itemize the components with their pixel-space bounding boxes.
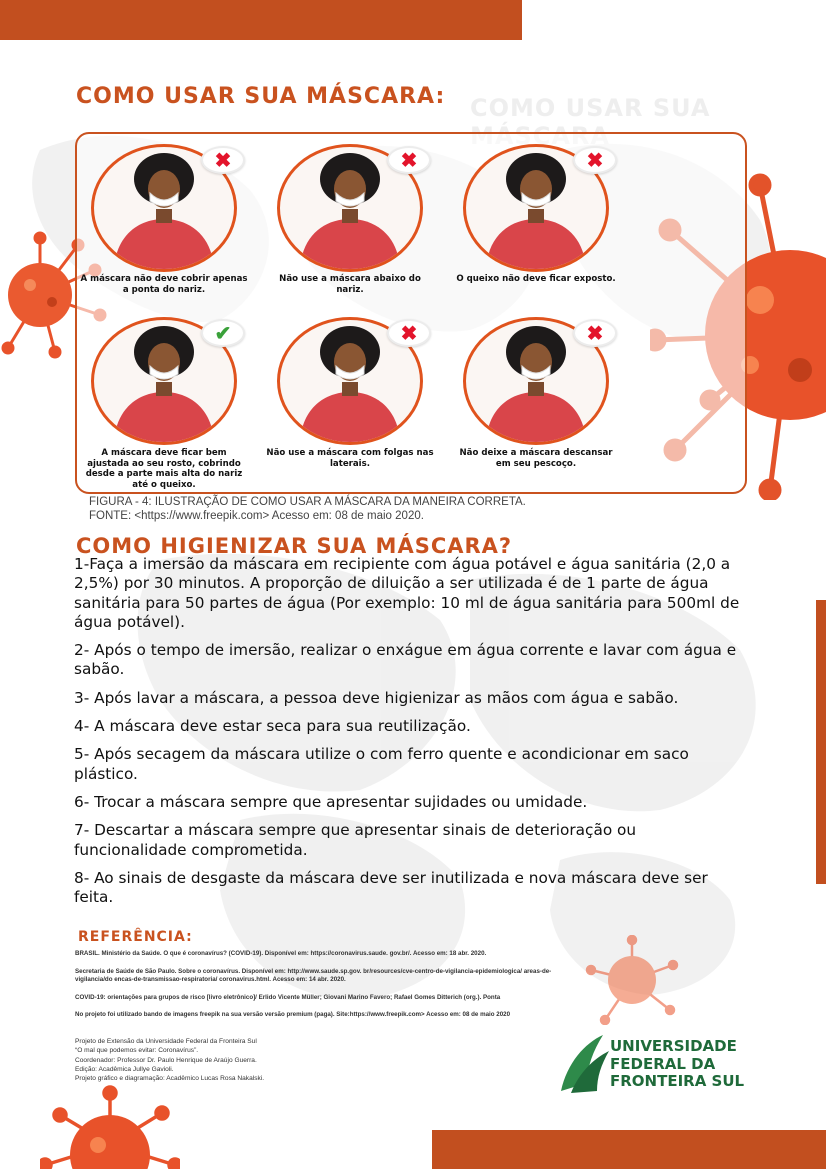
red-x-icon: ✖ — [387, 319, 431, 347]
figure-caption — [89, 495, 526, 523]
coronavirus-bottom-right-icon — [585, 935, 680, 1025]
hygiene-step: 7- Descartar a máscara sempre que apresentar sinais de deterioração ou funcionalidade comprometida. — [74, 821, 637, 859]
hygiene-step: 4- A máscara deve estar seca para sua reutilização. — [74, 717, 471, 736]
hygiene-step: 8- Ao sinais de desgaste da máscara deve ser inutilizada e nova máscara deve ser feita. — [74, 868, 708, 907]
credit-line: Edição: Acadêmica Jullye Gavioli. — [75, 1065, 174, 1073]
university-logo-text — [610, 1038, 744, 1091]
red-x-icon: ✖ — [573, 146, 617, 174]
section-title-como-usar: COMO USAR SUA MÁSCARA: — [76, 84, 446, 109]
illustration-caption: O queixo não deve ficar exposto. — [456, 274, 616, 284]
section-title-shadow: COMO USAR SUA — [470, 94, 711, 122]
reference-item: BRASIL. Ministério da Saúde. O que é coronavírus? (COVID-19). Disponível em: https://coronavirus.saude. gov.br/. Acesso em: 18 abr. 2020. — [75, 950, 487, 957]
hygiene-steps-list — [74, 555, 750, 916]
hygiene-step: 3- Após lavar a máscara, a pessoa deve higienizar as mãos com água e sabão. — [74, 688, 679, 707]
illustration-caption: Não deixe a máscara descansar em seu pescoço. — [459, 448, 613, 469]
illustration-caption: Não use a máscara com folgas nas laterais. — [266, 448, 434, 469]
credit-line: Coordenador: Professor Dr. Paulo Henrique de Araújo Guerra. — [75, 1056, 257, 1064]
hygiene-step: 5- Após secagem da máscara utilize o com ferro quente e acondicionar em saco plástico. — [74, 745, 689, 783]
illustration-caption: A máscara não deve cobrir apenas a ponta do nariz. — [80, 274, 248, 295]
top-accent-bar — [0, 0, 522, 40]
hygiene-step: 6- Trocar a máscara sempre que apresentar sujidades ou umidade. — [74, 792, 588, 811]
logo-line: FRONTEIRA SUL — [610, 1072, 745, 1090]
logo-line: FEDERAL DA — [610, 1054, 716, 1073]
coronavirus-bottom-left-icon — [40, 1085, 180, 1169]
reference-item: Secretaria de Saúde de São Paulo. Sobre o coronavírus. Disponível em: http://www.saude.sp.gov. br/resources/cve-centro-de-vigilancia-epidemiologica/ areas-de-vigilancia/do encas-de-transmissao-respiratoria/ coronavirus.html. Acesso em: 14 abr. 2020. — [75, 967, 552, 983]
hygiene-step: 1-Faça a imersão da máscara em recipiente com água potável e água sanitária (2,0 a 2,5%) por 30 minutos. A proporção de diluição a ser utilizada é de 1 parte de água sanitária para 50 partes de água (Por exemplo: 10 ml de água sanitária para 500ml de água potável). — [74, 555, 740, 631]
bottom-accent-bar — [432, 1130, 826, 1169]
credit-line: Projeto de Extensão da Universidade Federal da Fronteira Sul — [75, 1038, 257, 1045]
figure-title: FIGURA - 4: ILUSTRAÇÃO DE COMO USAR A MÁSCARA DA MANEIRA CORRETA. — [89, 496, 526, 508]
hygiene-step: 2- Após o tempo de imersão, realizar o enxágue em água corrente e lavar com água e sabão. — [74, 641, 737, 679]
references-list — [75, 950, 575, 1029]
logo-line: UNIVERSIDADE — [610, 1037, 737, 1055]
illustration-caption: A máscara deve ficar bem ajustada ao seu rosto, cobrindo desde a parte mais alta do nariz até o queixo. — [85, 448, 243, 490]
reference-item: COVID-19: orientações para grupos de risco [livro eletrônico]/ Erlido Vicente Müller; Giovani Marino Favero; Rafael Gomes Ditterich (org.). Ponta — [75, 993, 501, 1001]
green-check-icon: ✔ — [201, 319, 245, 347]
figure-source: FONTE: <https://www.freepik.com> Acesso em: 08 de maio 2020. — [89, 510, 424, 522]
red-x-icon: ✖ — [387, 146, 431, 174]
red-x-icon: ✖ — [573, 319, 617, 347]
credit-line: “O mal que podemos evitar: Coronavírus”. — [75, 1047, 199, 1055]
right-accent-bar — [816, 600, 826, 884]
section-title-higienizar: COMO HIGIENIZAR SUA MÁSCARA? — [76, 534, 513, 558]
credit-line: Projeto gráfico e diagramação: Acadêmico Lucas Rosa Nakalski. — [75, 1075, 265, 1083]
illustration-caption: Não use a máscara abaixo do nariz. — [279, 274, 421, 295]
project-credits — [75, 1037, 395, 1083]
section-title-referencia: REFERÊNCIA: — [78, 929, 193, 945]
red-x-icon: ✖ — [201, 146, 245, 174]
reference-item: No projeto foi utilizado bando de imagens freepik na sua versão versão premium (paga). Site:https://www.freepik.com> Acesso em: 08 de maio 2020 — [75, 1011, 511, 1018]
